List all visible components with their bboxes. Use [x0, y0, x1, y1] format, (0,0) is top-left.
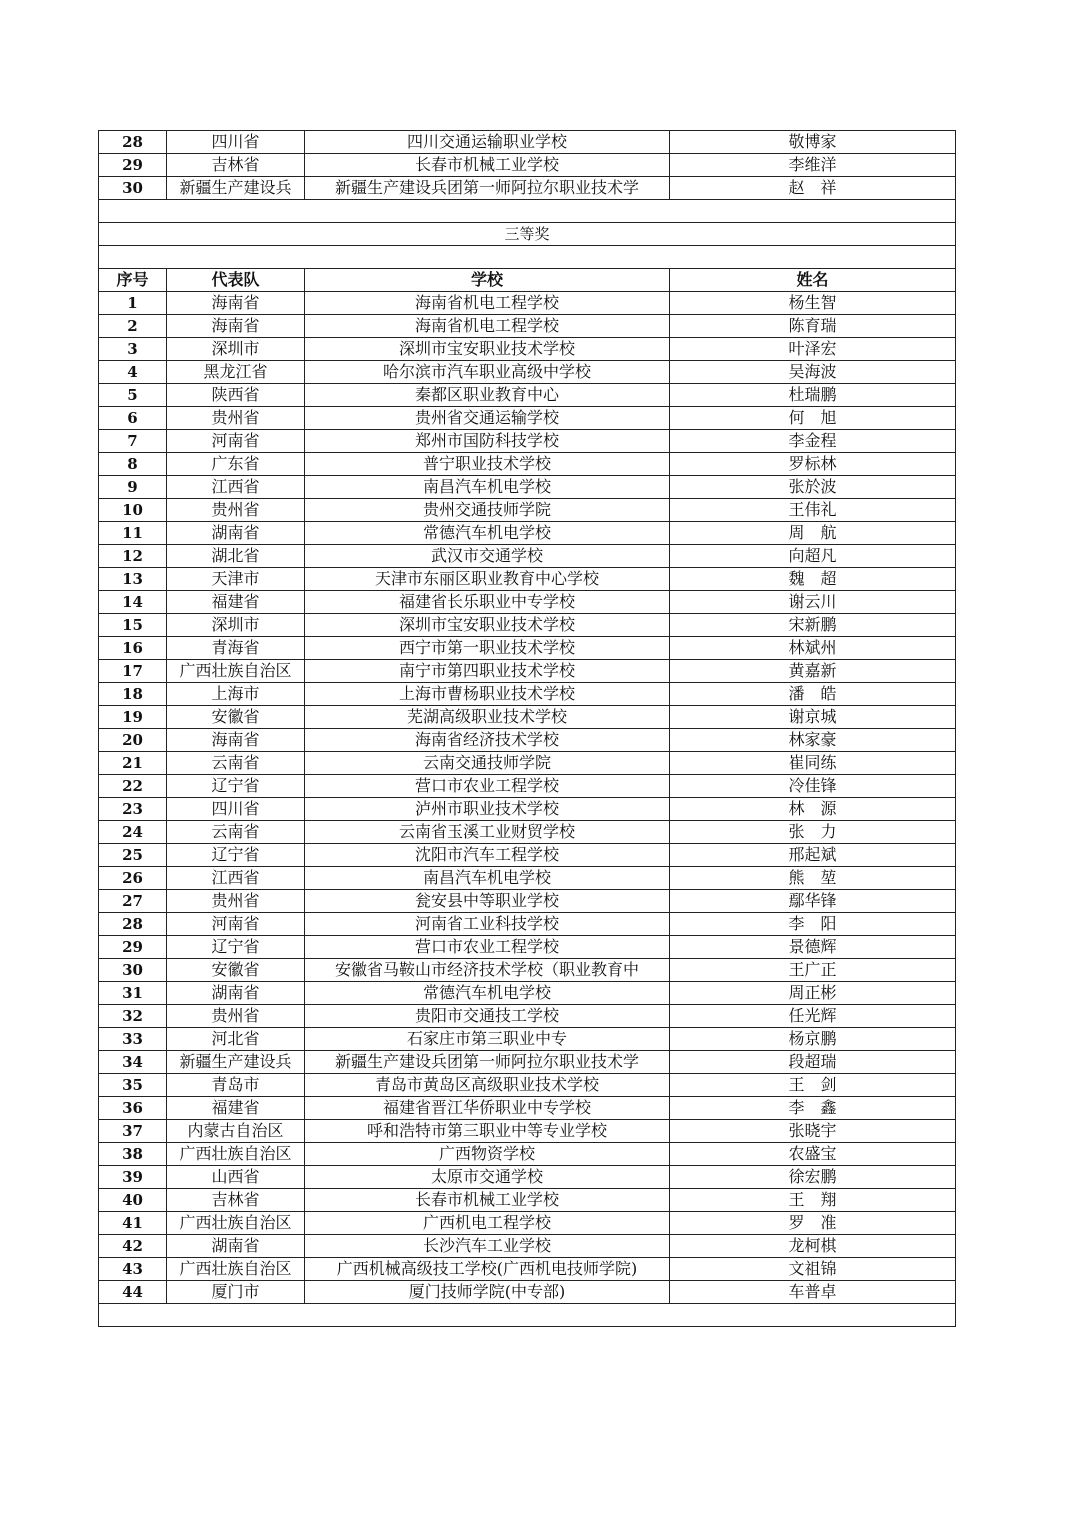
cell-no: 13 [99, 568, 167, 591]
table-row [99, 660, 956, 683]
cell-team: 吉林省 [167, 1189, 305, 1212]
cell-team: 陕西省 [167, 384, 305, 407]
award-table [98, 130, 956, 1327]
cell-school: 长春市机械工业学校 [305, 1189, 670, 1212]
table-row [99, 821, 956, 844]
cell-team: 湖南省 [167, 1235, 305, 1258]
table-row [99, 407, 956, 430]
cell-no: 39 [99, 1166, 167, 1189]
table-row [99, 476, 956, 499]
cell-name: 杨生智 [670, 292, 956, 315]
cell-name: 周正彬 [670, 982, 956, 1005]
cell-no: 41 [99, 1212, 167, 1235]
header-team: 代表队 [167, 269, 305, 292]
table-row [99, 1166, 956, 1189]
cell-school: 武汉市交通学校 [305, 545, 670, 568]
cell-name: 景德辉 [670, 936, 956, 959]
table-row [99, 545, 956, 568]
cell-school: 哈尔滨市汽车职业高级中学校 [305, 361, 670, 384]
cell-school: 新疆生产建设兵团第一师阿拉尔职业技术学 [305, 177, 670, 200]
cell-school: 深圳市宝安职业技术学校 [305, 338, 670, 361]
cell-no: 19 [99, 706, 167, 729]
cell-name: 李 鑫 [670, 1097, 956, 1120]
cell-name: 陈育瑞 [670, 315, 956, 338]
table-row [99, 614, 956, 637]
cell-no: 44 [99, 1281, 167, 1304]
cell-team: 贵州省 [167, 890, 305, 913]
cell-team: 湖北省 [167, 545, 305, 568]
cell-school: 南昌汽车机电学校 [305, 476, 670, 499]
cell-school: 海南省机电工程学校 [305, 292, 670, 315]
cell-no: 35 [99, 1074, 167, 1097]
cell-name: 车普卓 [670, 1281, 956, 1304]
table-row [99, 1074, 956, 1097]
table-row [99, 729, 956, 752]
cell-school: 太原市交通学校 [305, 1166, 670, 1189]
cell-no: 15 [99, 614, 167, 637]
cell-team: 安徽省 [167, 706, 305, 729]
cell-team: 四川省 [167, 798, 305, 821]
cell-team: 广西壮族自治区 [167, 1143, 305, 1166]
table-header-row [99, 269, 956, 292]
cell-school: 广西机械高级技工学校(广西机电技师学院) [305, 1258, 670, 1281]
cell-school: 营口市农业工程学校 [305, 775, 670, 798]
cell-no: 11 [99, 522, 167, 545]
cell-school: 郑州市国防科技学校 [305, 430, 670, 453]
cell-team: 湖南省 [167, 982, 305, 1005]
cell-team: 新疆生产建设兵 [167, 1051, 305, 1074]
cell-school: 厦门技师学院(中专部) [305, 1281, 670, 1304]
table-row [99, 798, 956, 821]
table-row [99, 1189, 956, 1212]
award-list-document [98, 130, 955, 1327]
blank-row [99, 246, 956, 269]
cell-team: 辽宁省 [167, 936, 305, 959]
cell-team: 海南省 [167, 315, 305, 338]
table-row [99, 775, 956, 798]
cell-name: 王 剑 [670, 1074, 956, 1097]
cell-team: 广西壮族自治区 [167, 660, 305, 683]
cell-no: 37 [99, 1120, 167, 1143]
cell-school: 芜湖高级职业技术学校 [305, 706, 670, 729]
cell-school: 深圳市宝安职业技术学校 [305, 614, 670, 637]
cell-team: 深圳市 [167, 338, 305, 361]
cell-no: 21 [99, 752, 167, 775]
table-row [99, 384, 956, 407]
cell-name: 龙柯棋 [670, 1235, 956, 1258]
cell-school: 南宁市第四职业技术学校 [305, 660, 670, 683]
table-row [99, 752, 956, 775]
cell-name: 任光辉 [670, 1005, 956, 1028]
cell-school: 贵州省交通运输学校 [305, 407, 670, 430]
header-name: 姓名 [670, 269, 956, 292]
table-row [99, 1120, 956, 1143]
blank-row [99, 1304, 956, 1327]
table-row [99, 315, 956, 338]
cell-team: 海南省 [167, 729, 305, 752]
cell-school: 常德汽车机电学校 [305, 522, 670, 545]
cell-no: 20 [99, 729, 167, 752]
cell-team: 吉林省 [167, 154, 305, 177]
cell-no: 12 [99, 545, 167, 568]
cell-no: 2 [99, 315, 167, 338]
cell-name: 杜瑞鹏 [670, 384, 956, 407]
table-row [99, 844, 956, 867]
cell-name: 林家豪 [670, 729, 956, 752]
cell-no: 31 [99, 982, 167, 1005]
cell-school: 上海市曹杨职业技术学校 [305, 683, 670, 706]
cell-no: 29 [99, 936, 167, 959]
cell-team: 厦门市 [167, 1281, 305, 1304]
table-row [99, 154, 956, 177]
cell-no: 4 [99, 361, 167, 384]
cell-no: 3 [99, 338, 167, 361]
cell-name: 李金程 [670, 430, 956, 453]
cell-school: 云南省玉溪工业财贸学校 [305, 821, 670, 844]
table-row [99, 361, 956, 384]
table-row [99, 1097, 956, 1120]
cell-no: 25 [99, 844, 167, 867]
cell-no: 14 [99, 591, 167, 614]
blank-row [99, 200, 956, 223]
table-row [99, 959, 956, 982]
cell-name: 冷佳锋 [670, 775, 956, 798]
cell-no: 28 [99, 131, 167, 154]
cell-school: 福建省长乐职业中专学校 [305, 591, 670, 614]
cell-name: 邢起斌 [670, 844, 956, 867]
cell-name: 谢云川 [670, 591, 956, 614]
cell-team: 天津市 [167, 568, 305, 591]
cell-name: 崔同练 [670, 752, 956, 775]
cell-name: 李 阳 [670, 913, 956, 936]
table-row [99, 430, 956, 453]
cell-no: 9 [99, 476, 167, 499]
cell-name: 王 翔 [670, 1189, 956, 1212]
cell-team: 山西省 [167, 1166, 305, 1189]
table-row [99, 522, 956, 545]
cell-name: 谢京城 [670, 706, 956, 729]
cell-name: 敬博家 [670, 131, 956, 154]
cell-no: 1 [99, 292, 167, 315]
cell-team: 贵州省 [167, 1005, 305, 1028]
cell-name: 张 力 [670, 821, 956, 844]
cell-team: 贵州省 [167, 407, 305, 430]
cell-name: 罗 准 [670, 1212, 956, 1235]
cell-school: 长沙汽车工业学校 [305, 1235, 670, 1258]
cell-name: 熊 堃 [670, 867, 956, 890]
cell-no: 17 [99, 660, 167, 683]
cell-no: 24 [99, 821, 167, 844]
cell-no: 18 [99, 683, 167, 706]
cell-team: 青海省 [167, 637, 305, 660]
cell-team: 云南省 [167, 821, 305, 844]
cell-team: 新疆生产建设兵 [167, 177, 305, 200]
cell-school: 常德汽车机电学校 [305, 982, 670, 1005]
cell-school: 呼和浩特市第三职业中等专业学校 [305, 1120, 670, 1143]
cell-name: 文祖锦 [670, 1258, 956, 1281]
cell-no: 33 [99, 1028, 167, 1051]
second-prize-tail-rows [99, 131, 956, 200]
cell-school: 云南交通技师学院 [305, 752, 670, 775]
cell-no: 5 [99, 384, 167, 407]
header-no: 序号 [99, 269, 167, 292]
cell-school: 南昌汽车机电学校 [305, 867, 670, 890]
cell-team: 青岛市 [167, 1074, 305, 1097]
table-row [99, 1281, 956, 1304]
cell-name: 段超瑞 [670, 1051, 956, 1074]
cell-no: 30 [99, 959, 167, 982]
cell-team: 河北省 [167, 1028, 305, 1051]
section-title: 三等奖 [99, 223, 956, 246]
table-row [99, 131, 956, 154]
cell-team: 安徽省 [167, 959, 305, 982]
table-row [99, 177, 956, 200]
cell-no: 23 [99, 798, 167, 821]
cell-name: 林斌州 [670, 637, 956, 660]
cell-team: 福建省 [167, 1097, 305, 1120]
cell-no: 36 [99, 1097, 167, 1120]
cell-no: 42 [99, 1235, 167, 1258]
cell-school: 海南省机电工程学校 [305, 315, 670, 338]
cell-name: 张晓宇 [670, 1120, 956, 1143]
cell-school: 安徽省马鞍山市经济技术学校（职业教育中 [305, 959, 670, 982]
cell-school: 瓮安县中等职业学校 [305, 890, 670, 913]
cell-name: 王伟礼 [670, 499, 956, 522]
cell-no: 22 [99, 775, 167, 798]
table-row [99, 568, 956, 591]
table-row [99, 913, 956, 936]
table-row [99, 706, 956, 729]
table-row [99, 499, 956, 522]
table-row [99, 591, 956, 614]
table-row [99, 867, 956, 890]
cell-name: 李维洋 [670, 154, 956, 177]
cell-school: 天津市东丽区职业教育中心学校 [305, 568, 670, 591]
cell-no: 26 [99, 867, 167, 890]
cell-team: 辽宁省 [167, 775, 305, 798]
cell-team: 湖南省 [167, 522, 305, 545]
cell-name: 潘 皓 [670, 683, 956, 706]
cell-name: 杨京鹏 [670, 1028, 956, 1051]
cell-no: 10 [99, 499, 167, 522]
header-school: 学校 [305, 269, 670, 292]
cell-team: 广西壮族自治区 [167, 1258, 305, 1281]
table-row [99, 338, 956, 361]
cell-name: 宋新鹏 [670, 614, 956, 637]
cell-name: 黄嘉新 [670, 660, 956, 683]
cell-team: 海南省 [167, 292, 305, 315]
cell-no: 7 [99, 430, 167, 453]
cell-school: 泸州市职业技术学校 [305, 798, 670, 821]
cell-name: 向超凡 [670, 545, 956, 568]
cell-school: 秦都区职业教育中心 [305, 384, 670, 407]
section-title-row [99, 223, 956, 246]
table-row [99, 292, 956, 315]
cell-team: 江西省 [167, 867, 305, 890]
table-row [99, 1258, 956, 1281]
table-row [99, 1028, 956, 1051]
table-row [99, 1005, 956, 1028]
table-row [99, 453, 956, 476]
cell-school: 河南省工业科技学校 [305, 913, 670, 936]
cell-team: 云南省 [167, 752, 305, 775]
table-row [99, 890, 956, 913]
cell-school: 广西物资学校 [305, 1143, 670, 1166]
cell-no: 6 [99, 407, 167, 430]
cell-name: 农盛宝 [670, 1143, 956, 1166]
cell-name: 王广正 [670, 959, 956, 982]
cell-school: 贵阳市交通技工学校 [305, 1005, 670, 1028]
table-row [99, 936, 956, 959]
cell-school: 广西机电工程学校 [305, 1212, 670, 1235]
cell-no: 16 [99, 637, 167, 660]
table-row [99, 683, 956, 706]
cell-no: 32 [99, 1005, 167, 1028]
cell-school: 福建省晋江华侨职业中专学校 [305, 1097, 670, 1120]
table-row [99, 637, 956, 660]
cell-name: 徐宏鹏 [670, 1166, 956, 1189]
cell-name: 赵 祥 [670, 177, 956, 200]
cell-name: 周 航 [670, 522, 956, 545]
cell-name: 张於波 [670, 476, 956, 499]
cell-no: 8 [99, 453, 167, 476]
cell-team: 河南省 [167, 913, 305, 936]
cell-team: 黑龙江省 [167, 361, 305, 384]
table-row [99, 1143, 956, 1166]
cell-no: 43 [99, 1258, 167, 1281]
cell-team: 贵州省 [167, 499, 305, 522]
cell-name: 魏 超 [670, 568, 956, 591]
cell-team: 辽宁省 [167, 844, 305, 867]
cell-school: 西宁市第一职业技术学校 [305, 637, 670, 660]
cell-school: 四川交通运输职业学校 [305, 131, 670, 154]
cell-name: 吴海波 [670, 361, 956, 384]
third-prize-rows [99, 292, 956, 1304]
cell-name: 罗标林 [670, 453, 956, 476]
cell-no: 38 [99, 1143, 167, 1166]
cell-team: 内蒙古自治区 [167, 1120, 305, 1143]
cell-school: 新疆生产建设兵团第一师阿拉尔职业技术学 [305, 1051, 670, 1074]
cell-team: 河南省 [167, 430, 305, 453]
cell-no: 30 [99, 177, 167, 200]
cell-school: 贵州交通技师学院 [305, 499, 670, 522]
cell-school: 海南省经济技术学校 [305, 729, 670, 752]
cell-team: 深圳市 [167, 614, 305, 637]
cell-school: 长春市机械工业学校 [305, 154, 670, 177]
cell-school: 青岛市黄岛区高级职业技术学校 [305, 1074, 670, 1097]
cell-team: 福建省 [167, 591, 305, 614]
cell-name: 叶泽宏 [670, 338, 956, 361]
cell-school: 营口市农业工程学校 [305, 936, 670, 959]
cell-school: 普宁职业技术学校 [305, 453, 670, 476]
cell-school: 沈阳市汽车工程学校 [305, 844, 670, 867]
cell-no: 40 [99, 1189, 167, 1212]
cell-no: 28 [99, 913, 167, 936]
cell-no: 29 [99, 154, 167, 177]
cell-name: 何 旭 [670, 407, 956, 430]
cell-team: 上海市 [167, 683, 305, 706]
table-row [99, 1051, 956, 1074]
cell-team: 江西省 [167, 476, 305, 499]
cell-name: 鄢华锋 [670, 890, 956, 913]
table-row [99, 1235, 956, 1258]
cell-team: 四川省 [167, 131, 305, 154]
cell-name: 林 源 [670, 798, 956, 821]
cell-team: 广西壮族自治区 [167, 1212, 305, 1235]
cell-team: 广东省 [167, 453, 305, 476]
cell-no: 27 [99, 890, 167, 913]
table-row [99, 1212, 956, 1235]
table-row [99, 982, 956, 1005]
cell-school: 石家庄市第三职业中专 [305, 1028, 670, 1051]
cell-no: 34 [99, 1051, 167, 1074]
